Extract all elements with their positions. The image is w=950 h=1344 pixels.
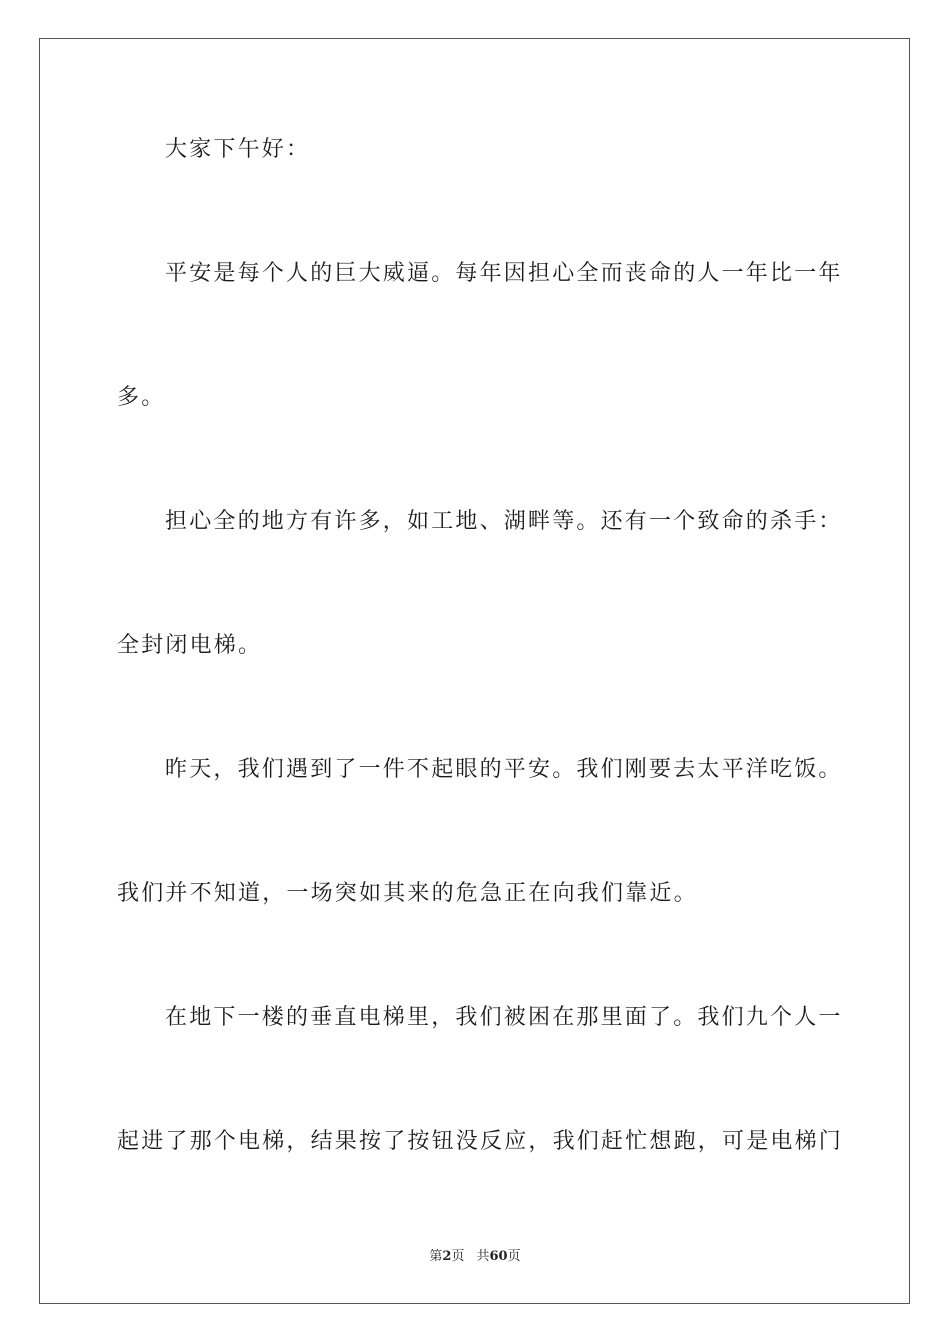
footer-page-suffix: 页 bbox=[451, 1249, 465, 1264]
footer-total-pages: 60 bbox=[489, 1249, 508, 1264]
page-border bbox=[39, 38, 910, 1304]
text-line-2: 平安是每个人的巨大威逼。每年因担心全而丧命的人一年比一年 bbox=[165, 261, 843, 286]
text-line-7: 我们并不知道，一场突如其来的危急正在向我们靠近。 bbox=[117, 881, 698, 906]
text-line-4: 担心全的地方有许多，如工地、湖畔等。还有一个致命的杀手： bbox=[165, 509, 843, 534]
text-line-9: 起进了那个电梯，结果按了按钮没反应，我们赶忙想跑，可是电梯门 bbox=[117, 1129, 844, 1154]
text-line-5: 全封闭电梯。 bbox=[117, 633, 263, 658]
text-line-1: 大家下午好： bbox=[165, 137, 311, 162]
footer-total-prefix: 共 bbox=[476, 1249, 490, 1264]
page-footer bbox=[0, 1248, 950, 1266]
text-line-3: 多。 bbox=[117, 385, 166, 410]
footer-total-suffix: 页 bbox=[507, 1249, 521, 1264]
text-line-8: 在地下一楼的垂直电梯里，我们被困在那里面了。我们九个人一 bbox=[165, 1005, 843, 1030]
footer-page-prefix: 第 bbox=[429, 1249, 443, 1264]
text-line-6: 昨天，我们遇到了一件不起眼的平安。我们刚要去太平洋吃饭。 bbox=[165, 757, 843, 782]
footer-page-number: 2 bbox=[442, 1249, 452, 1264]
